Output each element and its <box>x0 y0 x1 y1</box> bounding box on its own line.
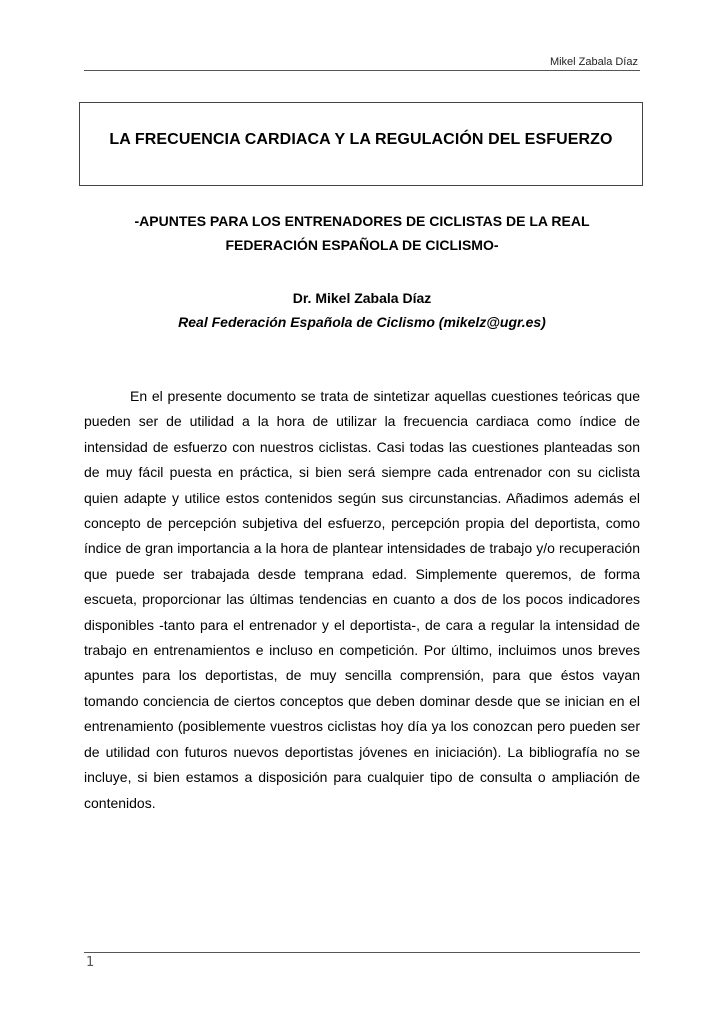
document-title: LA FRECUENCIA CARDIACA Y LA REGULACIÓN DEL ESFUERZO <box>109 131 613 148</box>
author-affiliation: Real Federación Española de Ciclismo (mikelz@ugr.es) <box>178 314 546 330</box>
header-divider <box>84 70 640 71</box>
footer-divider <box>84 952 640 953</box>
subtitle-line-1: -APUNTES PARA LOS ENTRENADORES DE CICLISTAS DE LA REAL <box>134 213 590 229</box>
header-author: Mikel Zabala Díaz <box>549 56 638 68</box>
title-box <box>79 102 643 186</box>
body-paragraph: En el presente documento se trata de sintetizar aquellas cuestiones teóricas que pueden ser de utilidad a la hora de utilizar la frecuencia cardiaca como índice de intensidad de esfuerzo con nuestros ciclistas. Casi todas las cuestiones planteadas son de muy fácil puesta en práctica, si bien será siempre cada entrenador con su ciclista quien adapte y utilice estos contenidos según sus circunstancias. Añadimos además el concepto de percepción subjetiva del esfuerzo, percepción propia del deportista, como índice de gran importancia a la hora de plantear intensidades de trabajo y/o recuperación que puede ser trabajada desde temprana edad. Simplemente queremos, de forma escueta, proporcionar las últimas tendencias en cuanto a dos de los pocos indicadores disponibles -tanto para el entrenador y el deportista-, de cara a regular la intensidad de trabajo en entrenamientos e incluso en competición. Por último, incluimos unos breves apuntes para los deportistas, de muy sencilla comprensión, para que éstos vayan tomando conciencia de ciertos conceptos que deben dominar desde que se inician en el entrenamiento (posiblemente vuestros ciclistas hoy día ya los conozcan pero pueden ser de utilidad con futuros nuevos deportistas jóvenes en iniciación). La bibliografía no se incluye, si bien estamos a disposición para cualquier tipo de consulta o ampliación de contenidos. <box>84 388 640 811</box>
author-name: Dr. Mikel Zabala Díaz <box>292 290 432 306</box>
page-number: 1 <box>86 955 95 970</box>
subtitle <box>84 209 640 257</box>
subtitle-line-2: FEDERACIÓN ESPAÑOLA DE CICLISMO- <box>225 237 499 253</box>
